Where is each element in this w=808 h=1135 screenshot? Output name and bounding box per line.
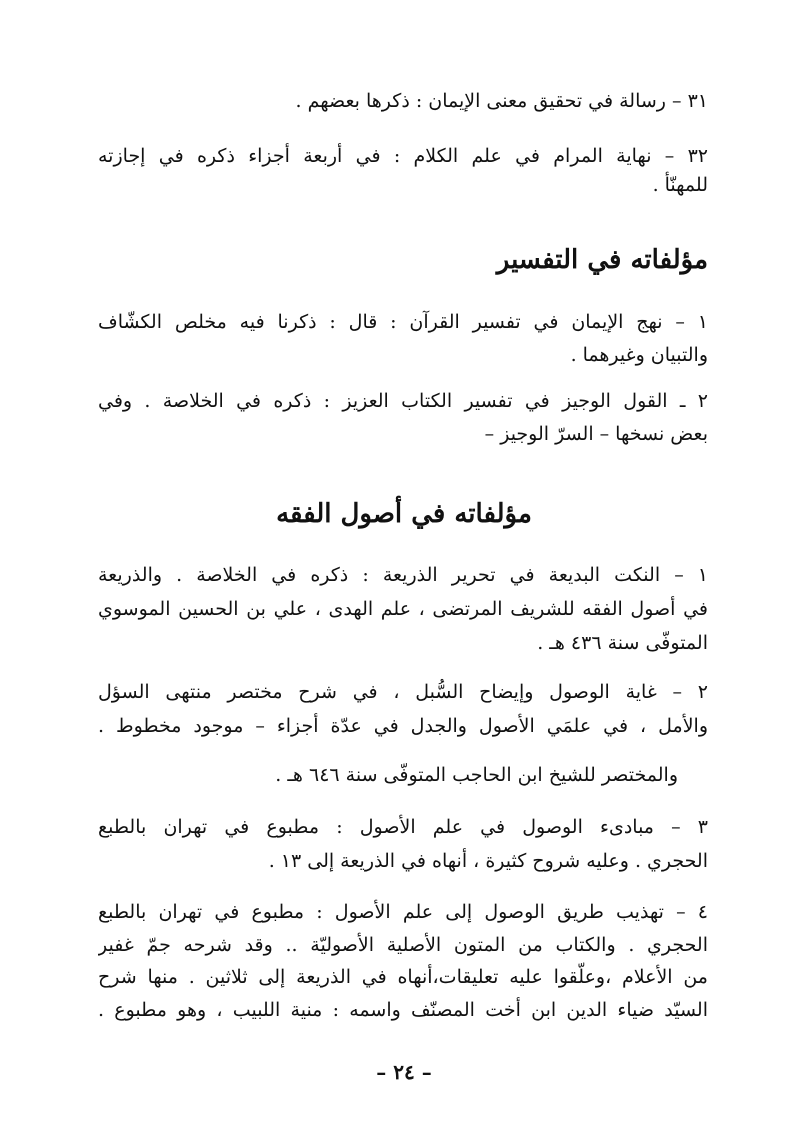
tafsir-entry-2-line-2: بعض نسخها – السرّ الوجيز –	[484, 423, 708, 445]
entry-32-line-2: للمهنّأ .	[652, 174, 708, 196]
usul-entry-1-line-3: المتوفّى سنة ٤٣٦ هـ .	[537, 632, 708, 654]
section-heading-tafsir: مؤلفاته في التفسير	[496, 245, 708, 275]
tafsir-entry-1-line-1: ١ – نهج الإيمان في تفسير القرآن : قال : ذكرنا فيه مخلص الكشّاف	[98, 311, 708, 333]
entry-31: ٣١ – رسالة في تحقيق معنى الإيمان : ذكرها بعضهم .	[295, 90, 708, 112]
tafsir-entry-1-line-2: والتبيان وغيرهما .	[570, 344, 708, 366]
section-heading-usul: مؤلفاته في أصول الفقه	[276, 499, 532, 529]
usul-entry-2-line-3: والمختصر للشيخ ابن الحاجب المتوفّى سنة ٦٤٦ هـ .	[275, 764, 678, 786]
entry-32-line-1: ٣٢ – نهاية المرام في علم الكلام : في أربعة أجزاء ذكره في إجازته	[98, 145, 708, 167]
tafsir-entry-2-line-1: ٢ ـ القول الوجيز في تفسير الكتاب العزيز : ذكره في الخلاصة . وفي	[98, 390, 708, 412]
page-number: – ٢٤ –	[376, 1060, 432, 1084]
usul-entry-4-line-1: ٤ – تهذيب طريق الوصول إلى علم الأصول : مطبوع في تهران بالطبع	[98, 901, 708, 923]
usul-entry-1-line-2: في أصول الفقه للشريف المرتضى ، علم الهدى ، علي بن الحسين الموسوي	[98, 598, 708, 620]
usul-entry-3-line-1: ٣ – مبادىء الوصول في علم الأصول : مطبوع في تهران بالطبع	[98, 816, 708, 838]
usul-entry-1-line-1: ١ – النكت البديعة في تحرير الذريعة : ذكره في الخلاصة . والذريعة	[98, 564, 708, 586]
usul-entry-2-line-1: ٢ – غاية الوصول وإيضاح السُّبل ، في شرح مختصر منتهى السؤل	[98, 681, 708, 703]
usul-entry-4-line-4: السيّد ضياء الدين ابن أخت المصنّف واسمه : منية اللبيب ، وهو مطبوع .	[98, 999, 708, 1021]
usul-entry-3-line-2: الحجري . وعليه شروح كثيرة ، أنهاه في الذريعة إلى ١٣ .	[268, 850, 708, 872]
usul-entry-4-line-3: من الأعلام ،وعلّقوا عليه تعليقات،أنهاه في الذريعة إلى ثلاثين . منها شرح	[98, 966, 708, 988]
usul-entry-4-line-2: الحجري . والكتاب من المتون الأصلية الأصوليّة .. وقد شرحه جمّ غفير	[98, 934, 708, 956]
usul-entry-2-line-2: والأمل ، في علمَي الأصول والجدل في عدّة أجزاء – موجود مخطوط .	[98, 715, 708, 737]
